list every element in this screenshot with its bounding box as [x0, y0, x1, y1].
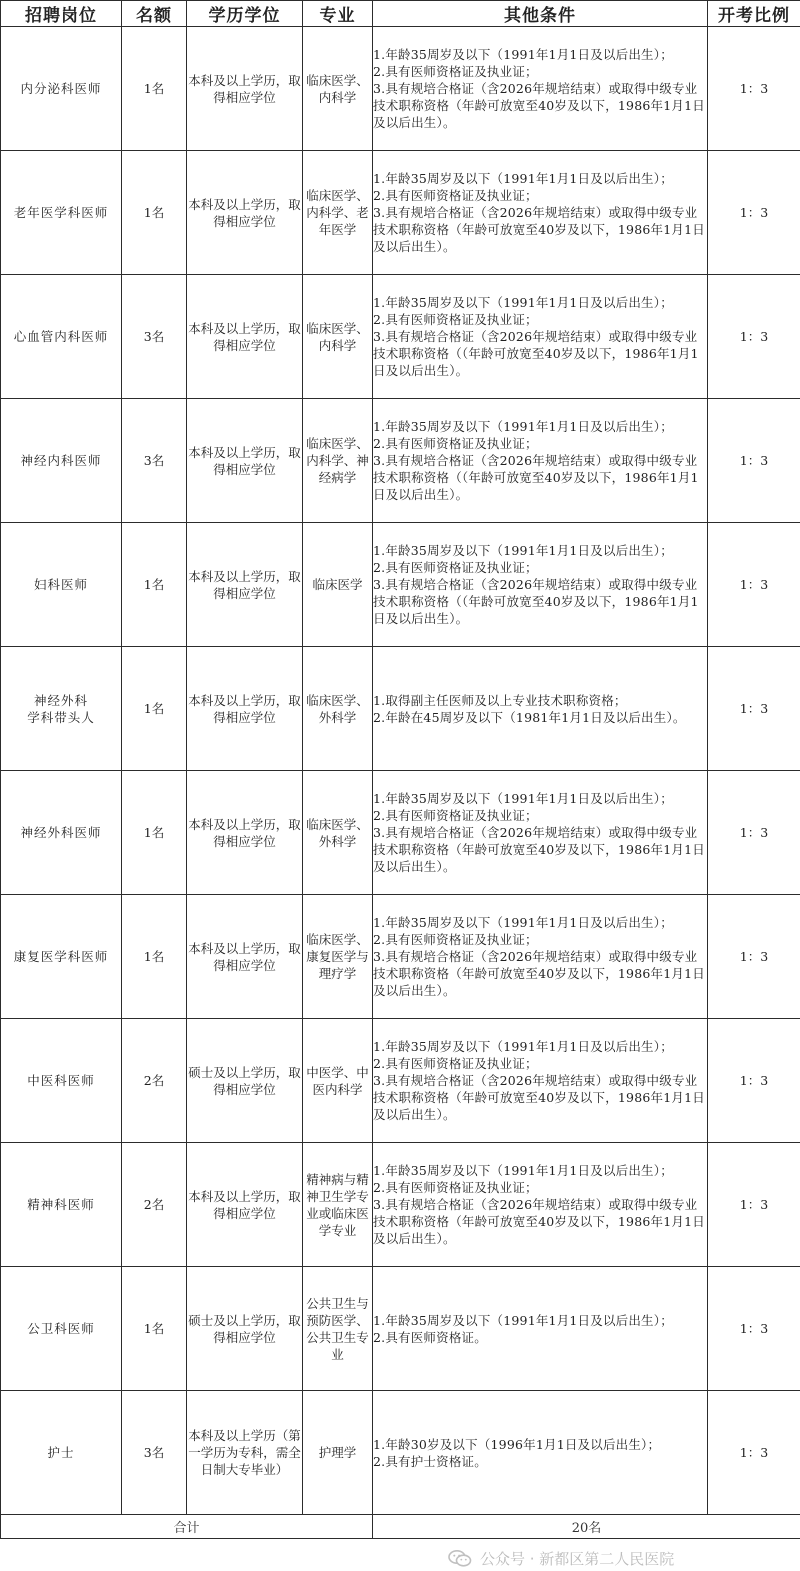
header-conditions: 其他条件 [373, 1, 708, 27]
condition-item: 2.具有护士资格证。 [373, 1453, 707, 1470]
position-text: 老年医学科医师 [1, 204, 121, 221]
wechat-icon [448, 1550, 472, 1567]
condition-item: 1.年龄35周岁及以下（1991年1月1日及以后出生）； [373, 418, 707, 435]
ratio-cell: 1：3 [708, 151, 800, 275]
condition-item: 3.具有规培合格证（含2026年规培结束）或取得中级专业技术职称资格（年龄可放宽至40岁及以下，1986年1月1日及以后出生）。 [373, 204, 707, 255]
position-text: 内分泌科医师 [1, 80, 121, 97]
position-text: 神经内科医师 [1, 452, 121, 469]
condition-item: 2.具有医师资格证及执业证； [373, 311, 707, 328]
condition-item: 3.具有规培合格证（含2026年规培结束）或取得中级专业技术职称资格（年龄可放宽至40岁及以下，1986年1月1日及以后出生）。 [373, 80, 707, 131]
table-row [1, 895, 800, 1019]
condition-item: 2.具有医师资格证及执业证； [373, 435, 707, 452]
major-cell: 临床医学、内科学、老年医学 [303, 151, 373, 275]
position-text: 神经外科医师 [1, 824, 121, 841]
condition-item: 3.具有规培合格证（含2026年规培结束）或取得中级专业技术职称资格（（年龄可放宽至40岁及以下，1986年1月1日及以后出生）。 [373, 328, 707, 379]
count-cell: 2名 [122, 1143, 187, 1267]
ratio-cell: 1：3 [708, 399, 800, 523]
table-row [1, 27, 800, 151]
condition-item: 1.年龄35周岁及以下（1991年1月1日及以后出生）； [373, 914, 707, 931]
count-cell: 2名 [122, 1019, 187, 1143]
count-cell: 1名 [122, 523, 187, 647]
position-text: 精神科医师 [1, 1196, 121, 1213]
condition-item: 2.具有医师资格证及执业证； [373, 807, 707, 824]
condition-item: 1.年龄30岁及以下（1996年1月1日及以后出生）； [373, 1436, 707, 1453]
table-row [1, 1391, 800, 1515]
condition-item: 2.具有医师资格证及执业证； [373, 1055, 707, 1072]
position-cell [1, 399, 122, 523]
education-cell: 本科及以上学历，取得相应学位 [187, 27, 303, 151]
ratio-cell: 1：3 [708, 1267, 800, 1391]
education-cell: 本科及以上学历（第一学历为专科，需全日制大专毕业） [187, 1391, 303, 1515]
major-cell: 中医学、中医内科学 [303, 1019, 373, 1143]
major-cell: 护理学 [303, 1391, 373, 1515]
count-cell: 1名 [122, 647, 187, 771]
count-cell: 1名 [122, 151, 187, 275]
conditions-cell [373, 771, 708, 895]
conditions-cell [373, 895, 708, 1019]
major-cell: 临床医学、外科学 [303, 647, 373, 771]
position-cell [1, 647, 122, 771]
condition-item: 2.具有医师资格证及执业证； [373, 559, 707, 576]
count-cell: 1名 [122, 771, 187, 895]
condition-item: 1.年龄35周岁及以下（1991年1月1日及以后出生）； [373, 170, 707, 187]
position-text: 心血管内科医师 [1, 328, 121, 345]
position-cell [1, 275, 122, 399]
education-cell: 本科及以上学历，取得相应学位 [187, 895, 303, 1019]
count-cell: 3名 [122, 275, 187, 399]
table-row [1, 647, 800, 771]
conditions-cell [373, 275, 708, 399]
conditions-cell [373, 27, 708, 151]
ratio-cell: 1：3 [708, 895, 800, 1019]
table-row [1, 523, 800, 647]
education-cell: 本科及以上学历，取得相应学位 [187, 771, 303, 895]
conditions-cell [373, 399, 708, 523]
condition-item: 2.年龄在45周岁及以下（1981年1月1日及以后出生）。 [373, 709, 707, 726]
position-cell [1, 1143, 122, 1267]
count-cell: 1名 [122, 895, 187, 1019]
table-row [1, 1143, 800, 1267]
ratio-cell: 1：3 [708, 647, 800, 771]
ratio-cell: 1：3 [708, 1391, 800, 1515]
education-cell: 本科及以上学历，取得相应学位 [187, 151, 303, 275]
count-cell: 3名 [122, 1391, 187, 1515]
header-ratio: 开考比例 [708, 1, 800, 27]
position-text: 公卫科医师 [1, 1320, 121, 1337]
position-cell [1, 1391, 122, 1515]
ratio-cell: 1：3 [708, 523, 800, 647]
ratio-cell: 1：3 [708, 1019, 800, 1143]
header-row [1, 1, 800, 27]
education-cell: 本科及以上学历，取得相应学位 [187, 1143, 303, 1267]
major-cell: 临床医学 [303, 523, 373, 647]
condition-item: 1.年龄35周岁及以下（1991年1月1日及以后出生）； [373, 1162, 707, 1179]
condition-item: 3.具有规培合格证（含2026年规培结束）或取得中级专业技术职称资格（年龄可放宽至40岁及以下，1986年1月1日及以后出生）。 [373, 1196, 707, 1247]
conditions-cell [373, 647, 708, 771]
condition-item: 3.具有规培合格证（含2026年规培结束）或取得中级专业技术职称资格（年龄可放宽至40岁及以下，1986年1月1日及以后出生）。 [373, 824, 707, 875]
condition-item: 1.取得副主任医师及以上专业技术职称资格； [373, 692, 707, 709]
position-text: 神经外科 [1, 692, 121, 709]
conditions-cell [373, 1267, 708, 1391]
ratio-cell: 1：3 [708, 27, 800, 151]
major-cell: 临床医学、内科学 [303, 275, 373, 399]
position-cell [1, 771, 122, 895]
position-text: 妇科医师 [1, 576, 121, 593]
major-cell: 临床医学、康复医学与理疗学 [303, 895, 373, 1019]
header-major: 专业 [303, 1, 373, 27]
condition-item: 2.具有医师资格证及执业证； [373, 63, 707, 80]
position-text: 护士 [1, 1444, 121, 1461]
condition-item: 3.具有规培合格证（含2026年规培结束）或取得中级专业技术职称资格（年龄可放宽至40岁及以下，1986年1月1日及以后出生）。 [373, 948, 707, 999]
watermark [448, 1550, 674, 1567]
count-cell: 1名 [122, 1267, 187, 1391]
major-cell: 临床医学、内科学 [303, 27, 373, 151]
total-row [1, 1515, 800, 1539]
condition-item: 2.具有医师资格证及执业证； [373, 1179, 707, 1196]
condition-item: 1.年龄35周岁及以下（1991年1月1日及以后出生）； [373, 294, 707, 311]
position-cell [1, 1267, 122, 1391]
header-count: 名额 [122, 1, 187, 27]
condition-item: 2.具有医师资格证。 [373, 1329, 707, 1346]
conditions-cell [373, 523, 708, 647]
condition-item: 3.具有规培合格证（含2026年规培结束）或取得中级专业技术职称资格（（年龄可放宽至40岁及以下，1986年1月1日及以后出生）。 [373, 452, 707, 503]
total-value: 20名 [373, 1515, 800, 1539]
total-label: 合计 [1, 1515, 373, 1539]
conditions-cell [373, 1391, 708, 1515]
table-row [1, 151, 800, 275]
education-cell: 硕士及以上学历，取得相应学位 [187, 1267, 303, 1391]
condition-item: 1.年龄35周岁及以下（1991年1月1日及以后出生）； [373, 1312, 707, 1329]
ratio-cell: 1：3 [708, 275, 800, 399]
position-cell [1, 151, 122, 275]
condition-item: 1.年龄35周岁及以下（1991年1月1日及以后出生）； [373, 790, 707, 807]
table-body [1, 27, 800, 1515]
education-cell: 硕士及以上学历，取得相应学位 [187, 1019, 303, 1143]
table-row [1, 1019, 800, 1143]
condition-item: 1.年龄35周岁及以下（1991年1月1日及以后出生）； [373, 1038, 707, 1055]
condition-item: 2.具有医师资格证及执业证； [373, 931, 707, 948]
table-row [1, 399, 800, 523]
ratio-cell: 1：3 [708, 1143, 800, 1267]
table-row [1, 275, 800, 399]
header-education: 学历学位 [187, 1, 303, 27]
condition-item: 3.具有规培合格证（含2026年规培结束）或取得中级专业技术职称资格（年龄可放宽至40岁及以下，1986年1月1日及以后出生）。 [373, 1072, 707, 1123]
education-cell: 本科及以上学历，取得相应学位 [187, 275, 303, 399]
position-text: 康复医学科医师 [1, 948, 121, 965]
table-row [1, 1267, 800, 1391]
condition-item: 3.具有规培合格证（含2026年规培结束）或取得中级专业技术职称资格（（年龄可放宽至40岁及以下，1986年1月1日及以后出生）。 [373, 576, 707, 627]
ratio-cell: 1：3 [708, 771, 800, 895]
header-position: 招聘岗位 [1, 1, 122, 27]
education-cell: 本科及以上学历，取得相应学位 [187, 647, 303, 771]
major-cell: 精神病与精神卫生学专业或临床医学专业 [303, 1143, 373, 1267]
major-cell: 公共卫生与预防医学、公共卫生专业 [303, 1267, 373, 1391]
education-cell: 本科及以上学历，取得相应学位 [187, 523, 303, 647]
position-text: 中医科医师 [1, 1072, 121, 1089]
table-row [1, 771, 800, 895]
major-cell: 临床医学、外科学 [303, 771, 373, 895]
education-cell: 本科及以上学历，取得相应学位 [187, 399, 303, 523]
position-cell [1, 895, 122, 1019]
position-text: 学科带头人 [1, 709, 121, 726]
position-cell [1, 1019, 122, 1143]
watermark-text: 公众号 · 新都区第二人民医院 [480, 1548, 674, 1569]
count-cell: 3名 [122, 399, 187, 523]
position-cell [1, 523, 122, 647]
condition-item: 1.年龄35周岁及以下（1991年1月1日及以后出生）； [373, 46, 707, 63]
condition-item: 1.年龄35周岁及以下（1991年1月1日及以后出生）； [373, 542, 707, 559]
conditions-cell [373, 1143, 708, 1267]
conditions-cell [373, 151, 708, 275]
conditions-cell [373, 1019, 708, 1143]
condition-item: 2.具有医师资格证及执业证； [373, 187, 707, 204]
major-cell: 临床医学、内科学、神经病学 [303, 399, 373, 523]
position-cell [1, 27, 122, 151]
count-cell: 1名 [122, 27, 187, 151]
